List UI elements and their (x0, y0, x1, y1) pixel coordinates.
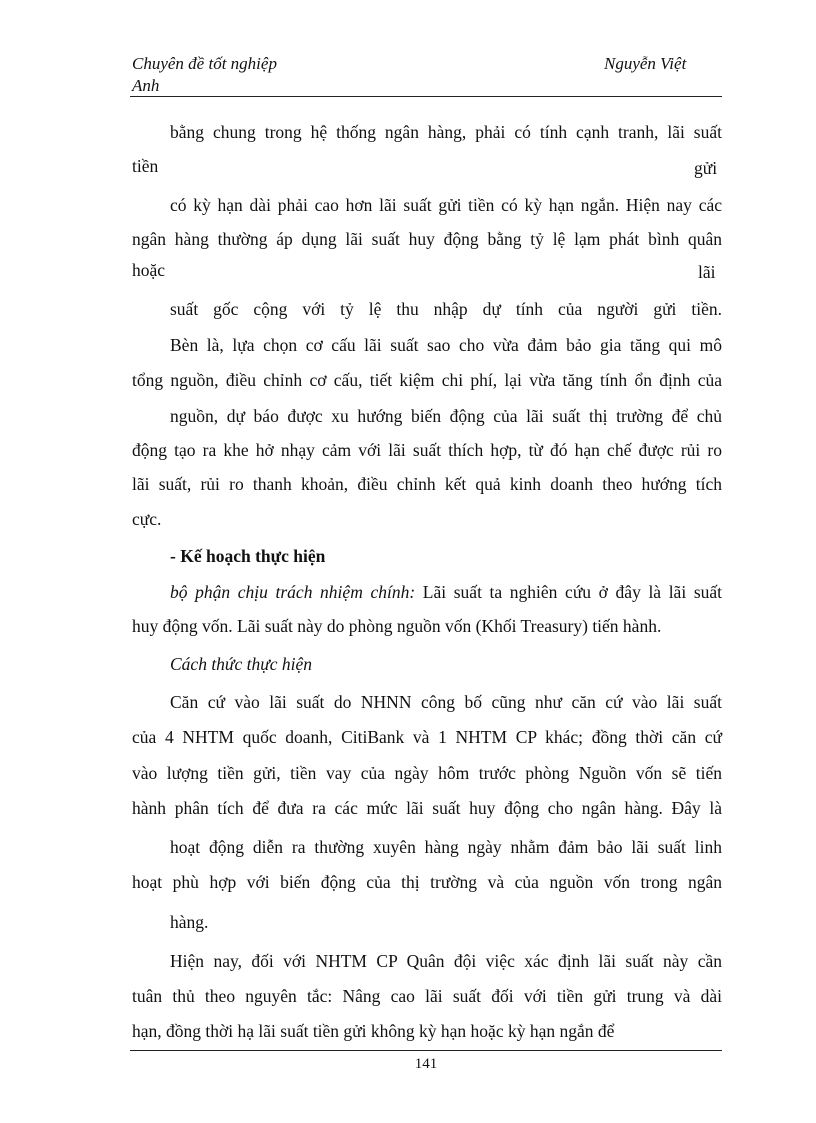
body-line: tổng nguồn, điều chỉnh cơ cấu, tiết kiệm chi phí, lại vừa tăng tính ổn định của (132, 370, 722, 390)
body-line: huy động vốn. Lãi suất này do phòng nguồn vốn (Khối Treasury) tiến hành. (132, 616, 662, 636)
body-line: động tạo ra khe hở nhạy cảm với lãi suất thích hợp, từ đó hạn chế được rủi ro (132, 440, 722, 460)
inline-italic-label: bộ phận chịu trách nhiệm chính: (170, 582, 416, 602)
body-line: tuân thủ theo nguyên tắc: Nâng cao lãi suất đối với tiền gửi trung và dài (132, 986, 722, 1006)
body-line: hạn, đồng thời hạ lãi suất tiền gửi không kỳ hạn hoặc kỳ hạn ngắn để (132, 1021, 615, 1041)
body-line: ngân hàng thường áp dụng lãi suất huy động bằng tỷ lệ lạm phát bình quân (132, 229, 722, 249)
body-line (170, 581, 722, 603)
body-line: hoặc (132, 260, 166, 280)
header-title: Chuyên đề tốt nghiệp (132, 54, 277, 73)
header-title-continuation: Anh (132, 76, 160, 95)
body-line: vào lượng tiền gửi, tiền vay của ngày hôm trước phòng Nguồn vốn sẽ tiến (132, 763, 722, 783)
body-line: bằng chung trong hệ thống ngân hàng, phải có tính cạnh tranh, lãi suất (170, 122, 722, 142)
body-line: cực. (132, 509, 162, 529)
header-author: Nguyễn Việt (604, 54, 687, 73)
body-line: có kỳ hạn dài phải cao hơn lãi suất gửi tiền có kỳ hạn ngắn. Hiện nay các (170, 195, 722, 215)
body-line: lãi (698, 262, 716, 282)
section-heading: - Kế hoạch thực hiện (170, 546, 326, 566)
body-line: Bèn là, lựa chọn cơ cấu lãi suất sao cho vừa đảm bảo gia tăng qui mô (170, 335, 722, 355)
body-line: hành phân tích để đưa ra các mức lãi suất huy động cho ngân hàng. Đây là (132, 798, 722, 818)
body-line: suất gốc cộng với tỷ lệ thu nhập dự tính của người gửi tiền. (170, 299, 722, 319)
body-line: hàng. (170, 912, 209, 932)
header-rule (130, 96, 722, 97)
inline-text: Lãi suất ta nghiên cứu ở đây là lãi suất (415, 582, 723, 602)
body-line: gửi (694, 158, 718, 178)
page-number: 141 (414, 1056, 438, 1072)
body-line: hoạt động diễn ra thường xuyên hàng ngày nhằm đảm bảo lãi suất linh (170, 837, 722, 857)
body-line: nguồn, dự báo được xu hướng biến động của lãi suất thị trường để chủ (170, 406, 722, 426)
subheading: Cách thức thực hiện (170, 654, 313, 674)
body-line: tiền (132, 156, 159, 176)
body-line: Căn cứ vào lãi suất do NHNN công bố cũng như căn cứ vào lãi suất (170, 692, 722, 712)
body-line: của 4 NHTM quốc doanh, CitiBank và 1 NHTM CP khác; đồng thời căn cứ (132, 727, 722, 747)
body-line: Hiện nay, đối với NHTM CP Quân đội việc xác định lãi suất này cần (170, 951, 722, 971)
body-line: lãi suất, rủi ro thanh khoản, điều chỉnh kết quả kinh doanh theo hướng tích (132, 474, 722, 494)
footer-rule (130, 1050, 722, 1051)
body-line: hoạt phù hợp với biến động của thị trường và của nguồn vốn trong ngân (132, 872, 722, 892)
